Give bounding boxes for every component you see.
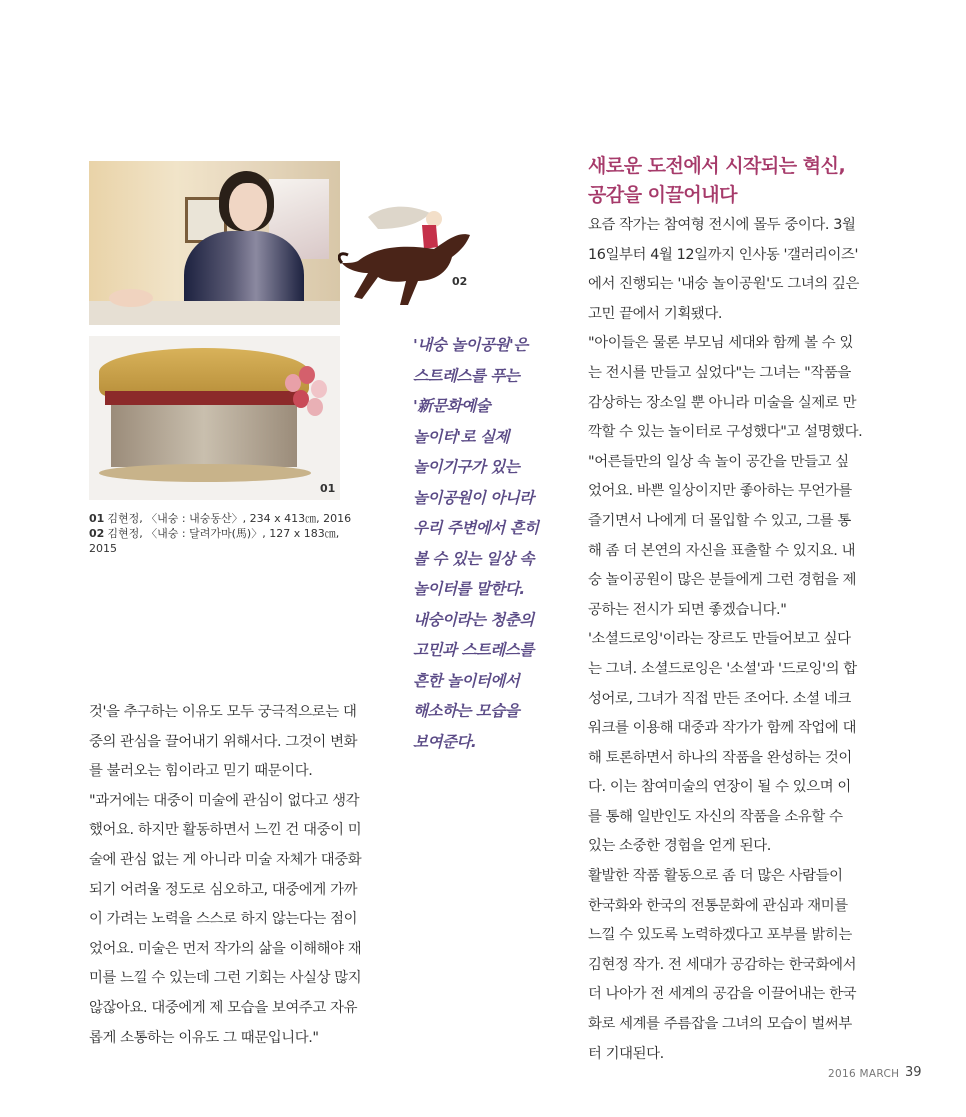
issue-label: 2016 MARCH [828,1068,900,1080]
artist-portrait-photo [89,161,340,325]
horse-tail [339,254,348,263]
body-line: 해 좀 더 본연의 자신을 표출할 수 있지요. 내 [588,542,856,559]
page-number: 39 [905,1065,922,1080]
body-line: 느낄 수 있도록 노력하겠다고 포부를 밝히는 [588,927,852,944]
balloon [307,398,323,416]
carousel-band [105,391,303,405]
body-line: 이 가려는 노력을 스스로 하지 않는다는 점이 [89,911,358,928]
photo-number-01: 01 [320,482,336,495]
pull-quote-line: 놀이공원이 아니라 [413,488,534,507]
body-line: 술에 관심 없는 게 아니라 미술 자체가 대중화 [89,851,362,868]
caption-line-1 [89,511,359,526]
body-line: 터 기대된다. [588,1045,664,1062]
pull-quote-line: 보여준다. [413,732,477,751]
body-line: "어른들만의 일상 속 놀이 공간을 만들고 싶 [588,453,849,470]
photo-number-02: 02 [452,275,468,288]
artist-hand [109,289,153,307]
body-line: 활발한 작품 활동으로 좀 더 많은 사람들이 [588,868,843,885]
pull-quote-line: 놀이기구가 있는 [413,458,520,476]
body-line: 않잖아요. 대중에게 제 모습을 보여주고 자유 [89,999,358,1016]
body-line: 김현정 작가. 전 세대가 공감하는 한국화에서 [588,956,857,973]
pull-quote-line: 해소하는 모습을 [413,702,520,720]
body-line: 었어요. 바쁜 일상이지만 좋아하는 무언가를 [588,483,852,500]
pull-quote-line: '新문화예술 [413,397,491,415]
caption-line-2 [89,526,359,556]
body-line: 를 통해 일반인도 자신의 작품을 소유할 수 [588,808,843,825]
body-line: 했어요. 하지만 활동하면서 느낀 건 대중이 미 [89,822,362,839]
body-line: '소셜드로잉'이라는 장르도 만들어보고 싶다 [588,631,851,648]
heading-line-1: 새로운 도전에서 시작되는 혁신, [588,155,846,177]
body-line: 워크를 이용해 대중과 작가가 함께 작업에 대 [588,720,857,737]
pull-quote-line: 고민과 스트레스를 [413,641,534,659]
section-heading [588,152,928,210]
body-line: 중의 관심을 끌어내기 위해서다. 그것이 변화 [89,733,358,750]
body-line: 16일부터 4월 12일까지 인사동 '갤러리이즈' [588,246,859,263]
body-line: "과거에는 대중이 미술에 관심이 없다고 생각 [89,792,360,809]
carousel-base [99,464,311,482]
carousel-artwork-photo [89,336,340,500]
rider-hair [368,207,430,229]
pull-quote-line: 볼 수 있는 일상 속 [413,549,534,568]
body-line: 에서 진행되는 '내숭 놀이공원'도 그녀의 깊은 [588,276,860,293]
body-line: 한국화와 한국의 전통문화에 관심과 재미를 [588,897,848,914]
body-line: 를 불러오는 힘이라고 믿기 때문이다. [89,763,313,780]
heading-line-2: 공감을 이끌어내다 [588,184,737,206]
body-line: "아이들은 물론 부모님 세대와 함께 볼 수 있 [588,335,853,352]
body-line: 었어요. 미술은 먼저 작가의 삶을 이해해야 재 [89,940,362,957]
body-text-left-column [89,698,389,1053]
body-line: 공하는 전시가 되면 좋겠습니다." [588,601,787,618]
body-line: 는 그녀. 소셜드로잉은 '소셜'과 '드로잉'의 합 [588,660,857,677]
body-line: 요즘 작가는 참여형 전시에 몰두 중이다. 3월 [588,217,856,233]
body-line: 감상하는 장소일 뿐 아니라 미술을 실제로 만 [588,394,857,411]
balloon [311,380,327,398]
body-line: 화로 세계를 주름잡을 그녀의 모습이 벌써부 [588,1016,852,1033]
body-line: 더 나아가 전 세계의 공감을 이끌어내는 한국 [588,986,857,1003]
caption-text: 김현정, 〈내숭 : 달려가마(馬)〉, 127 x 183㎝, 2015 [89,527,340,555]
pull-quote-line: '내숭 놀이공원'은 [413,336,528,354]
body-line: 깍할 수 있는 놀이터로 구성했다"고 설명했다. [588,424,863,441]
body-line: 고민 끝에서 기획됐다. [588,305,723,322]
pull-quote-line: 흔한 놀이터에서 [413,671,520,690]
body-line: 되기 어려울 정도로 심오하고, 대중에게 가까 [89,881,358,898]
pull-quote-line: 스트레스를 푸는 [413,366,520,385]
rider-head [426,211,442,227]
body-line: 숭 놀이공원이 많은 분들에게 그런 경험을 제 [588,572,857,589]
body-line: 것'을 추구하는 이유도 모두 궁극적으로는 대 [89,704,357,720]
body-line: 해 토론하면서 하나의 작품을 완성하는 것이 [588,749,852,766]
body-line: 성어로, 그녀가 직접 만든 조어다. 소셜 네크 [588,690,851,707]
body-text-right-column [588,211,888,1069]
rider-jacket [422,225,438,249]
pull-quote [413,330,563,757]
horse-rider-illustration [338,195,478,325]
caption-text: 김현정, 〈내숭 : 내숭동산〉, 234 x 413㎝, 2016 [107,512,352,525]
caption-number: 02 [89,527,105,540]
body-line: 미를 느낄 수 있는데 그런 기회는 사실상 많지 [89,970,362,987]
caption-number: 01 [89,512,105,525]
carousel-roof [99,348,309,396]
pull-quote-line: 놀이터를 말한다. [413,580,525,598]
pull-quote-line: 우리 주변에서 흔히 [413,519,539,537]
pull-quote-line: 놀이터'로 실제 [413,427,509,446]
body-line: 있는 소중한 경험을 얻게 된다. [588,838,771,855]
body-line: 롭게 소통하는 이유도 그 때문입니다." [89,1029,319,1046]
balloon [299,366,315,384]
image-caption [89,511,359,556]
pull-quote-line: 내숭이라는 청춘의 [413,610,534,629]
body-line: 는 전시를 만들고 싶었다"는 그녀는 "작품을 [588,364,851,381]
artist-face [229,183,267,231]
body-line: 즐기면서 나에게 더 몰입할 수 있고, 그를 통 [588,512,851,529]
carousel-body [111,405,297,467]
horse-body [342,234,470,305]
body-line: 다. 이는 참여미술의 연장이 될 수 있으며 이 [588,779,851,796]
